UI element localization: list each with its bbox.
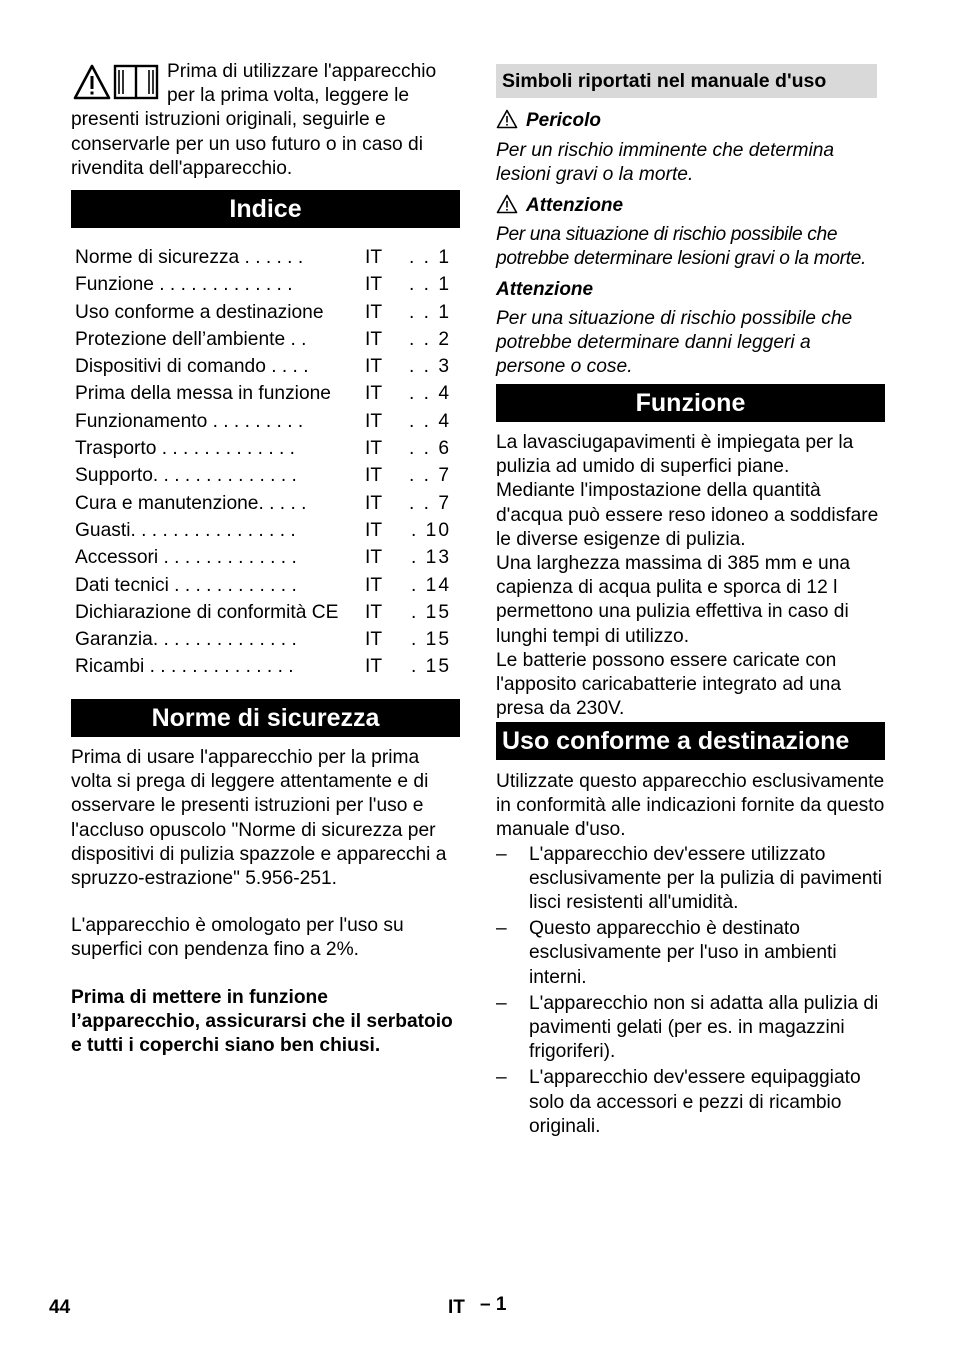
list-item <box>496 843 885 916</box>
toc-entry <box>75 271 460 298</box>
footer-section-page: – 1 <box>480 1294 507 1315</box>
toc-entry-page: . 14 <box>410 574 451 596</box>
caution-text: Per una situazione di rischio possibile che potrebbe determinare danni leggeri a persone o cose. <box>496 308 853 378</box>
toc-entry-language: IT <box>365 601 383 623</box>
toc-entry-title: Garanzia. . . . . . . . . . . . . . <box>75 629 297 651</box>
toc-entry-language: IT <box>365 301 383 323</box>
toc-entry-page: . . 1 <box>409 247 451 268</box>
safety-paragraph-3: Prima di mettere in funzione l’apparecchio, assicurarsi che il serbatoio e tutti i coperchi siano ben chiusi. <box>71 986 453 1057</box>
toc-entry-page: . . 7 <box>409 465 451 487</box>
warning-icon <box>496 109 518 129</box>
toc-entry-language: IT <box>365 629 383 651</box>
list-item-text: L'apparecchio dev'essere utilizzato esclusivamente per la pulizia di pavimenti lisci resistenti all'umidità. <box>529 843 883 914</box>
toc-entry <box>75 599 460 626</box>
toc-entry <box>75 490 460 517</box>
toc-entry-page: . . 4 <box>409 410 451 432</box>
intended-use-heading: Uso conforme a destinazione <box>496 722 885 760</box>
caution-title: Attenzione <box>496 279 594 300</box>
function-paragraph-1: La lavasciugapavimenti è impiegata per la pulizia ad umido di superfici piane. <box>496 432 854 478</box>
toc-entry-page: . 15 <box>410 601 451 623</box>
intro-note <box>71 60 460 181</box>
toc-entry-title: Funzionamento . . . . . . . . . <box>75 410 304 432</box>
index-heading: Indice <box>71 190 460 228</box>
toc-entry-title: Norme di sicurezza . . . . . . <box>75 247 304 268</box>
function-section <box>496 431 885 721</box>
toc-entry-title: Supporto. . . . . . . . . . . . . . <box>75 465 297 487</box>
intended-use-list <box>496 843 885 1139</box>
toc-entry <box>75 435 460 462</box>
list-item-text: L'apparecchio non si adatta alla pulizia di pavimenti gelati (per es. in magazzini frigoriferi). <box>529 992 879 1063</box>
intended-use-section <box>496 770 885 1141</box>
warning-title <box>496 194 623 218</box>
toc-entry-language: IT <box>365 328 383 350</box>
safety-section <box>71 746 460 1058</box>
toc-entry-title: Ricambi . . . . . . . . . . . . . . <box>75 656 294 678</box>
toc-entry-page: . . 4 <box>409 383 451 405</box>
toc-entry-title: Protezione dell’ambiente . . <box>75 328 307 350</box>
toc-entry <box>75 244 460 271</box>
page-number: 44 <box>49 1297 71 1318</box>
toc-entry-title: Dati tecnici . . . . . . . . . . . . <box>75 574 297 596</box>
list-dash: – <box>496 1067 507 1089</box>
function-paragraph-4: Le batterie possono essere caricate con l'apposito caricabatterie integrato ad una presa da 230V. <box>496 649 842 720</box>
toc-entry-language: IT <box>365 247 383 268</box>
toc-entry <box>75 462 460 489</box>
function-paragraph-3: Una larghezza massima di 385 mm e una capienza di acqua pulita e sporca di 12 l permettono una pulizia effettiva in caso di lunghi tempi di utilizzo. <box>496 553 851 647</box>
toc-entry <box>75 380 460 407</box>
toc-entry-title: Dispositivi di comando . . . . <box>75 356 309 378</box>
toc-entry-page: . 13 <box>410 547 451 569</box>
toc-entry-page: . . 1 <box>409 274 451 296</box>
footer-language: IT <box>448 1297 465 1318</box>
toc-entry-title: Uso conforme a destinazione <box>75 301 324 323</box>
toc-entry <box>75 626 460 653</box>
toc-entry-language: IT <box>365 356 383 378</box>
toc-entry-page: . . 1 <box>409 301 451 323</box>
toc-entry-title: Funzione . . . . . . . . . . . . . <box>75 274 293 296</box>
toc-entry <box>75 299 460 326</box>
toc-entry-page: . 10 <box>410 519 451 541</box>
toc-entry-title: Accessori . . . . . . . . . . . . . <box>75 547 297 569</box>
warning-icon <box>73 64 111 100</box>
danger-text: Per un rischio imminente che determina lesioni gravi o la morte. <box>496 140 835 186</box>
list-item <box>496 917 885 990</box>
toc-entry <box>75 517 460 544</box>
list-item-text: Questo apparecchio è destinato esclusivamente per l'uso in ambienti interni. <box>529 918 837 988</box>
intro-icons <box>71 60 163 106</box>
warning-icon <box>496 194 518 214</box>
toc-entry-language: IT <box>365 547 383 569</box>
list-dash: – <box>496 918 507 940</box>
list-dash: – <box>496 992 507 1014</box>
toc-entry <box>75 544 460 571</box>
toc-entry <box>75 326 460 353</box>
toc-entry-title: Prima della messa in funzione <box>75 383 331 405</box>
toc-entry <box>75 353 460 380</box>
toc-entry-language: IT <box>365 438 383 460</box>
function-paragraph-2: Mediante l'impostazione della quantità d'acqua può essere reso idoneo a soddisfare le diverse esigenze di pulizia. <box>496 480 879 550</box>
table-of-contents <box>75 244 460 681</box>
toc-entry-language: IT <box>365 492 383 514</box>
toc-entry-title: Cura e manutenzione. . . . . <box>75 492 307 514</box>
intended-use-paragraph: Utilizzate questo apparecchio esclusivamente in conformità alle indicazioni fornite da questo manuale d'uso. <box>496 771 885 841</box>
danger-title-text: Pericolo <box>526 110 601 131</box>
safety-paragraph-1: Prima di usare l'apparecchio per la prima volta si prega di leggere attentamente e di osservare le presenti istruzioni per l'uso e l'accluso opuscolo "Norme di sicurezza per dispositivi di pulizia spazzole e apparecchi a spruzzo-estrazione" 5.956-251. <box>71 747 447 890</box>
safety-heading: Norme di sicurezza <box>71 699 460 737</box>
safety-paragraph-2: L'apparecchio è omologato per l'uso su superfici con pendenza fino a 2%. <box>71 915 404 961</box>
toc-entry-title: Dichiarazione di conformità CE <box>75 601 339 623</box>
danger-title <box>496 109 601 133</box>
toc-entry <box>75 408 460 435</box>
toc-entry-language: IT <box>365 410 383 432</box>
list-dash: – <box>496 843 507 865</box>
toc-entry-page: . . 3 <box>409 356 451 378</box>
toc-entry-page: . 15 <box>410 656 451 678</box>
toc-entry-language: IT <box>365 465 383 487</box>
toc-entry-page: . . 6 <box>409 438 451 460</box>
toc-entry-title: Trasporto . . . . . . . . . . . . . <box>75 438 295 460</box>
toc-entry-language: IT <box>365 274 383 296</box>
list-item <box>496 992 885 1065</box>
toc-entry-language: IT <box>365 574 383 596</box>
symbols-heading: Simboli riportati nel manuale d'uso <box>496 64 877 98</box>
warning-text: Per una situazione di rischio possibile che potrebbe determinare lesioni gravi o la morte. <box>496 224 866 270</box>
function-heading: Funzione <box>496 384 885 422</box>
toc-entry-language: IT <box>365 383 383 405</box>
toc-entry <box>75 572 460 599</box>
toc-entry-page: . 15 <box>410 629 451 651</box>
list-item <box>496 1066 885 1139</box>
toc-entry <box>75 653 460 680</box>
toc-entry-title: Guasti. . . . . . . . . . . . . . . . <box>75 519 296 541</box>
toc-entry-language: IT <box>365 519 383 541</box>
manual-book-icon <box>113 64 159 100</box>
toc-entry-page: . . 2 <box>409 328 451 350</box>
list-item-text: L'apparecchio dev'essere equipaggiato solo da accessori e pezzi di ricambio originali. <box>529 1067 861 1137</box>
toc-entry-language: IT <box>365 656 383 678</box>
toc-entry-page: . . 7 <box>409 492 451 514</box>
warning-title-text: Attenzione <box>526 195 624 216</box>
intro-text: Prima di utilizzare l'apparecchio per la prima volta, leggere le presenti istruzioni originali, seguirle e conservarle per un uso futuro o in caso di rivendita dell'apparecchio. <box>71 61 437 179</box>
